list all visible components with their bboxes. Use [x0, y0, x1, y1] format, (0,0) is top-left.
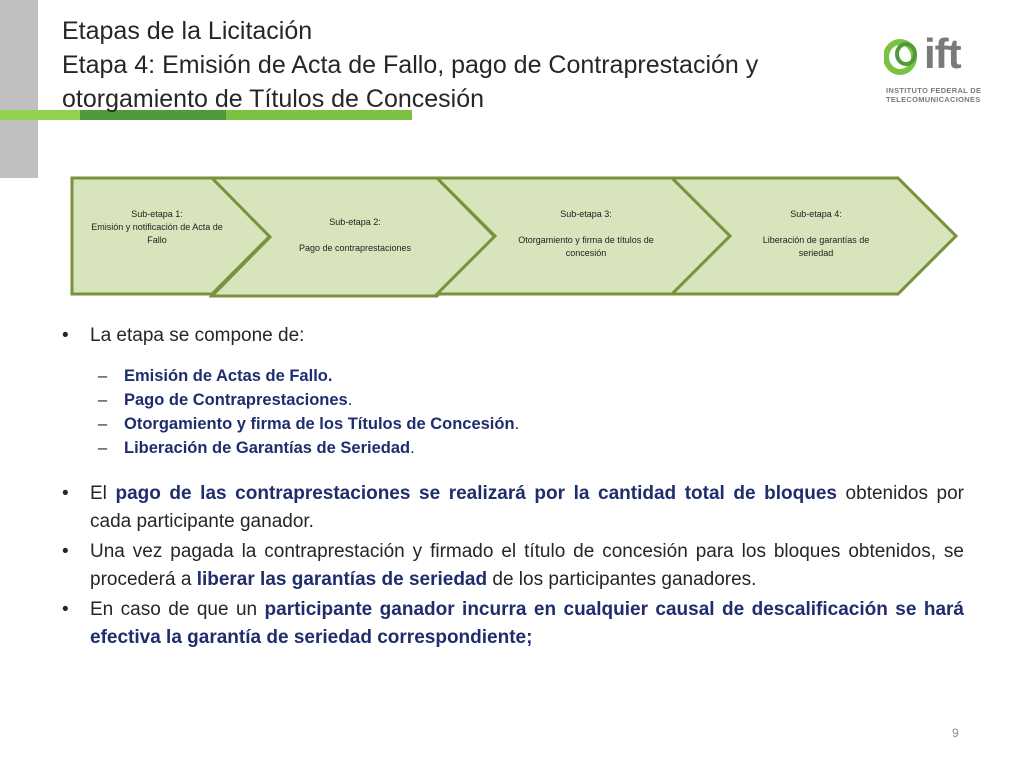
bullet-dot-icon: •: [62, 325, 69, 346]
sub-item-2-bold: Pago de Contraprestaciones: [124, 391, 348, 409]
logo-subtitle-line-1: INSTITUTO FEDERAL DE: [886, 86, 982, 95]
sub-item-4-bold: Liberación de Garantías de Seriedad: [124, 439, 411, 457]
sidebar-bar: [0, 0, 38, 178]
sub-item-4-tail: .: [410, 439, 415, 457]
bullet-2-pre: El: [90, 483, 116, 504]
logo-brand: ift: [924, 30, 961, 77]
substage-4-text: Liberación de garantías de seriedad: [762, 235, 870, 258]
bullet-1: [62, 322, 964, 350]
sub-item-1-bold: Emisión de Actas de Fallo.: [124, 367, 333, 385]
bullet-dot-icon: •: [62, 541, 69, 562]
sub-item-3-tail: .: [514, 415, 520, 433]
sub-item-3-bold: Otorgamiento y firma de los Títulos de Concesión: [124, 415, 515, 433]
sub-item-1: [98, 364, 964, 388]
logo-subtitle: [886, 86, 981, 104]
substage-1: [84, 208, 230, 247]
bullet-dot-icon: •: [62, 599, 69, 620]
bullet-2: [62, 480, 964, 536]
substage-1-heading: Sub-etapa 1:: [131, 209, 183, 219]
bullet-3-bold: liberar las garantías de seriedad: [196, 569, 488, 590]
bullet-dot-icon: •: [62, 483, 69, 504]
bullet-1-text: La etapa se compone de:: [90, 325, 305, 346]
sub-item-4: [98, 436, 964, 460]
substage-2-heading: Sub-etapa 2:: [329, 217, 381, 227]
bullet-3-post: de los participantes ganadores.: [487, 569, 757, 590]
page-title: [62, 14, 822, 116]
sub-item-2: [98, 388, 964, 412]
bullet-2-bold: pago de las contraprestaciones se realizará por la cantidad total de bloques: [115, 483, 837, 504]
title-line-2: Etapa 4: Emisión de Acta de Fallo, pago de Contraprestación y: [62, 51, 759, 79]
substage-4: [746, 208, 886, 260]
substage-3: [506, 208, 666, 260]
body-content: [62, 322, 964, 652]
substage-1-text: Emisión y notificación de Acta de Fallo: [91, 222, 223, 245]
bullet-2-post: obtenidos por cada participante ganador.: [90, 483, 964, 532]
substage-process: [70, 176, 960, 298]
page-number: 9: [952, 726, 959, 740]
bullet-3-pre: Una vez pagada la contraprestación y firmado el título de concesión para los bloques obtenidos, se procederá a: [90, 541, 964, 590]
title-line-1: Etapas de la Licitación: [62, 17, 313, 45]
substage-3-heading: Sub-etapa 3:: [560, 209, 612, 219]
sub-item-2-tail: .: [347, 391, 353, 409]
dash-icon: –: [98, 367, 108, 385]
sub-item-3: [98, 412, 964, 436]
logo-subtitle-line-2: TELECOMUNICACIONES: [886, 95, 981, 104]
dash-icon: –: [98, 415, 108, 433]
dash-icon: –: [98, 439, 108, 457]
bullet-4-pre: En caso de que un: [90, 599, 265, 620]
bullet-4-bold: participante ganador incurra en cualquier causal de descalificación se hará efectiva la garantía de seriedad correspondiente;: [90, 599, 964, 648]
ift-logo: [884, 30, 994, 108]
ift-logo-mark-icon: [884, 38, 924, 76]
bullet-4: [62, 596, 964, 652]
substage-3-text: Otorgamiento y firma de títulos de concesión: [518, 235, 654, 258]
substage-2-text: Pago de contraprestaciones: [298, 243, 412, 253]
sub-list: [98, 364, 964, 460]
substage-4-heading: Sub-etapa 4:: [790, 209, 842, 219]
title-line-3: otorgamiento de Títulos de Concesión: [62, 85, 485, 113]
bullet-3: [62, 538, 964, 594]
dash-icon: –: [98, 391, 108, 409]
substage-2: [282, 216, 428, 255]
